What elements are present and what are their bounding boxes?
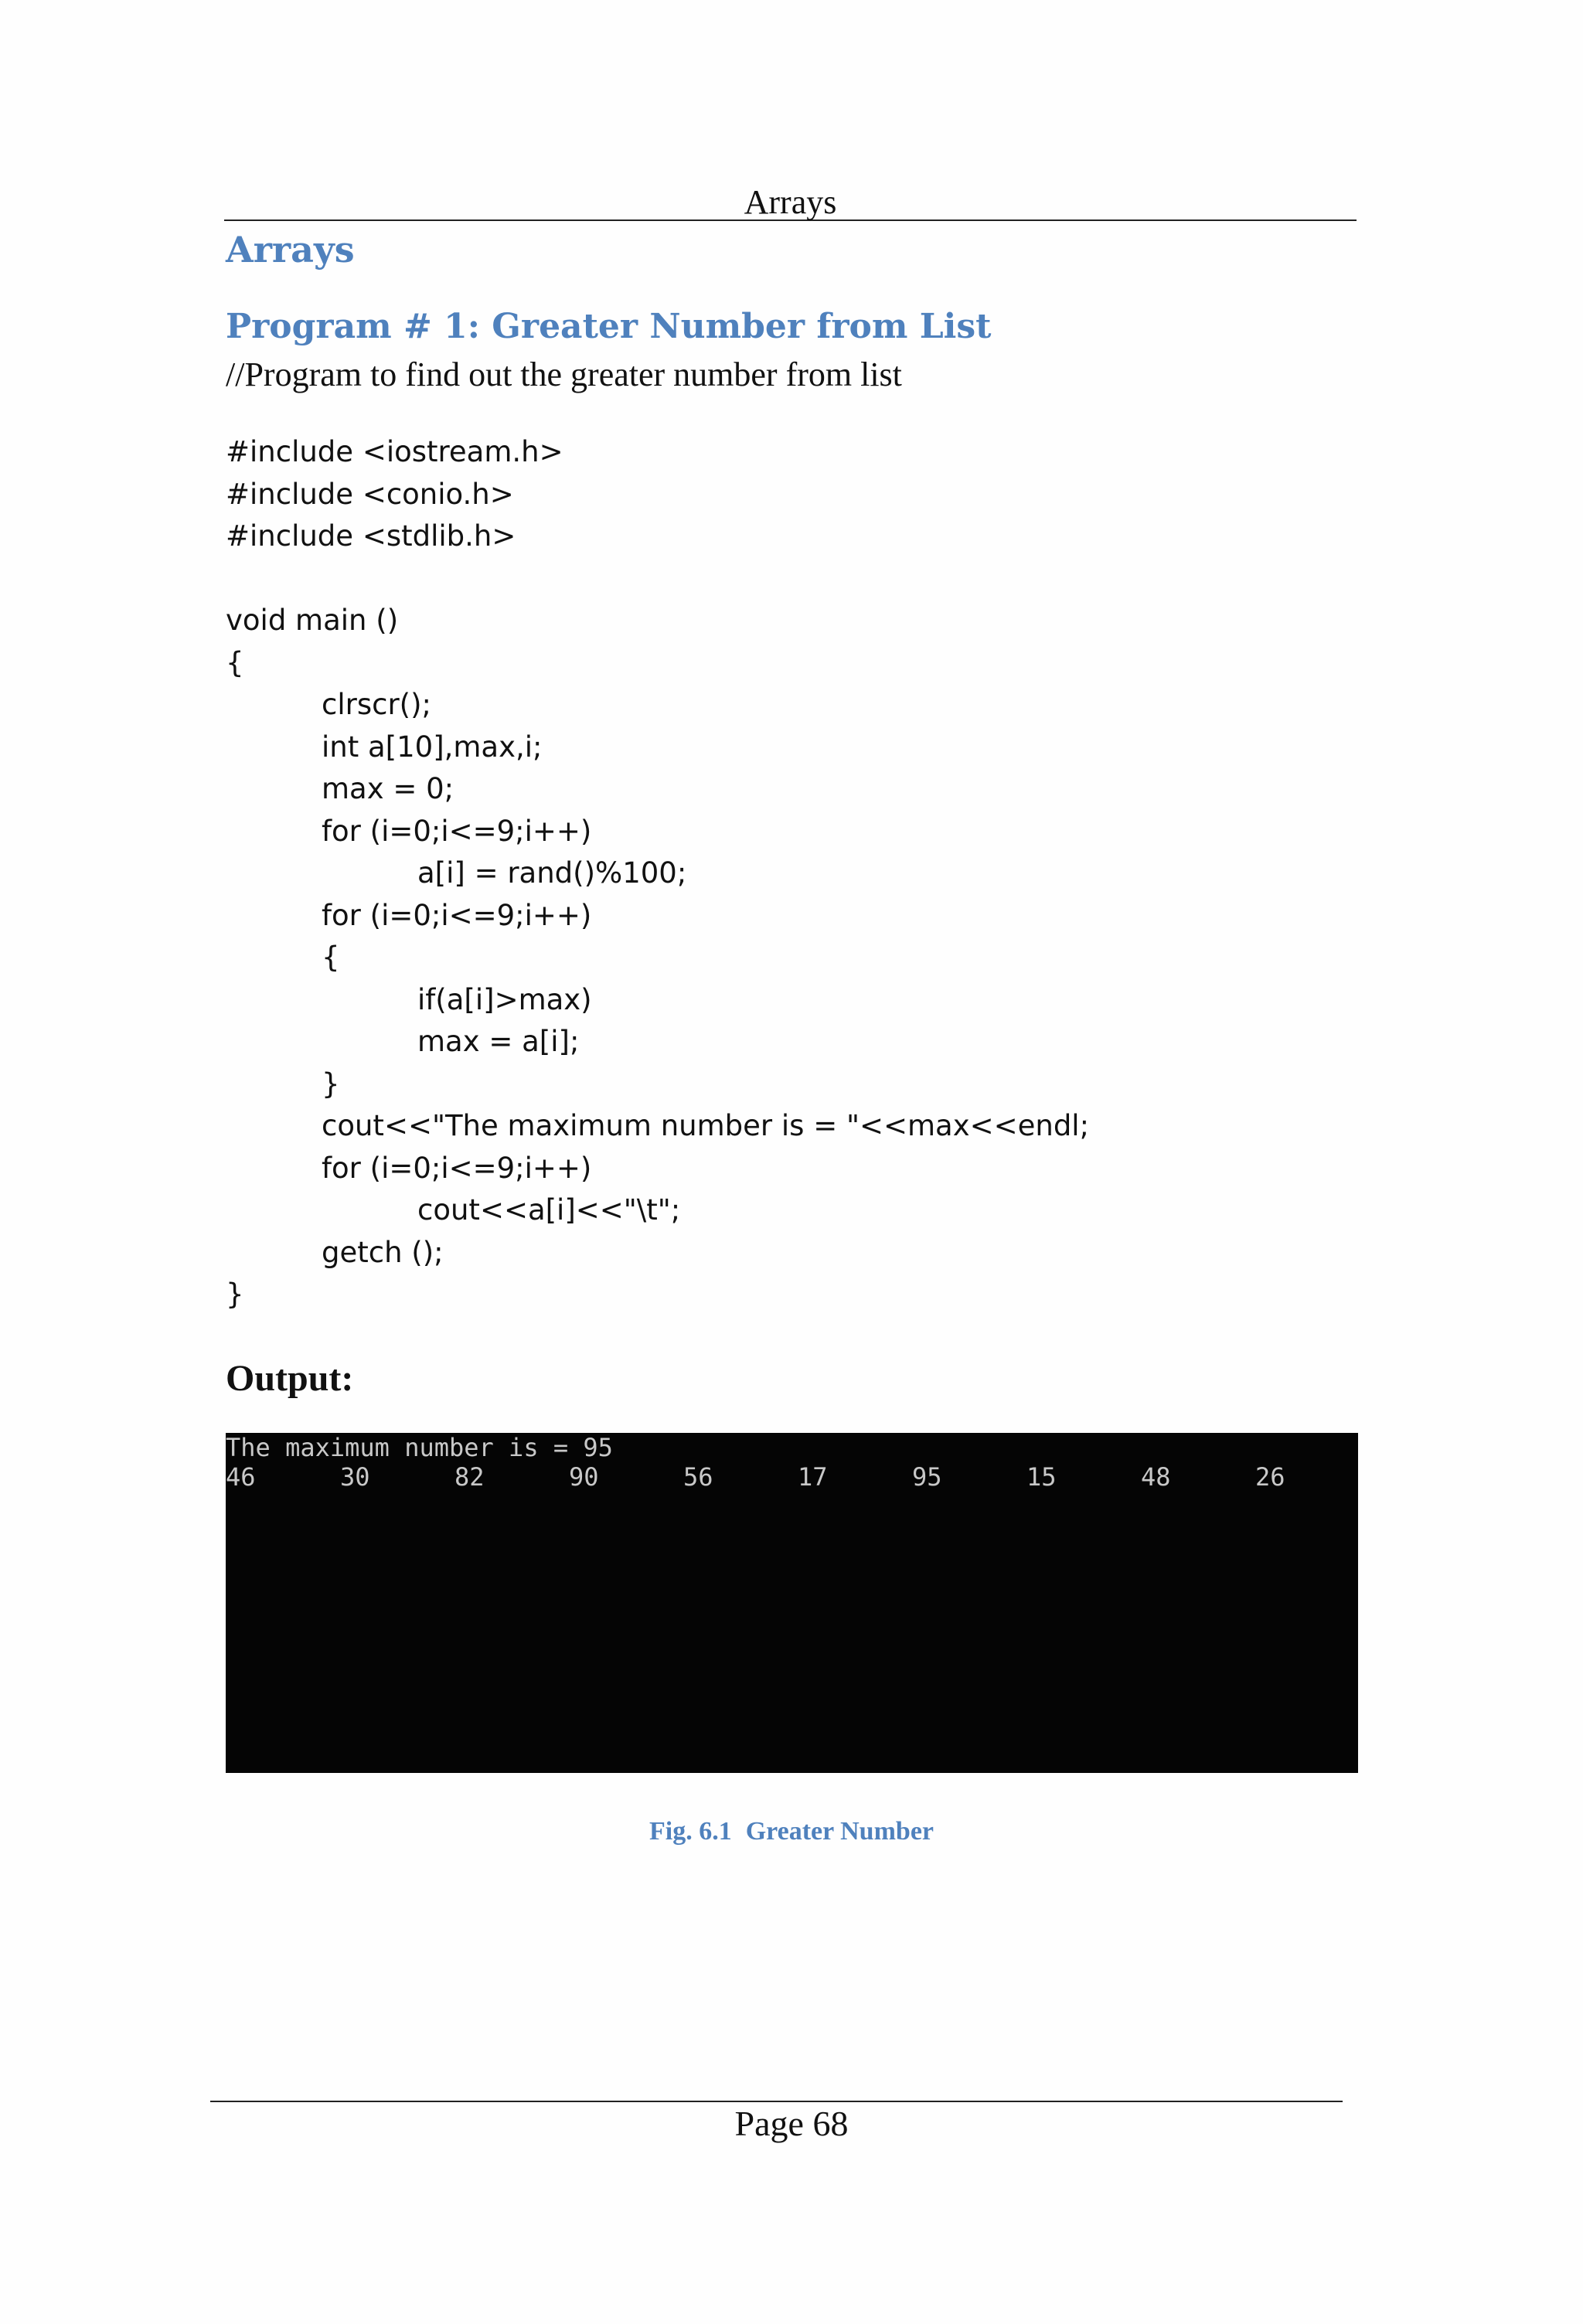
code-line: for (i=0;i<=9;i++) <box>322 898 592 932</box>
code-line: for (i=0;i<=9;i++) <box>322 814 592 848</box>
console-number: 26 <box>1255 1462 1285 1492</box>
code-line: int a[10],max,i; <box>322 730 543 764</box>
code-line: for (i=0;i<=9;i++) <box>322 1151 592 1185</box>
output-label: Output: <box>226 1358 354 1399</box>
program-comment: //Program to find out the greater number from list <box>226 356 902 393</box>
code-line: max = 0; <box>322 772 454 805</box>
code-line: void main () <box>226 604 399 637</box>
figure-caption <box>0 1813 1583 1850</box>
program-title: Program # 1: Greater Number from List <box>226 307 992 346</box>
code-line: } <box>322 1067 340 1101</box>
console-number: 90 <box>569 1462 599 1492</box>
code-line: if(a[i]>max) <box>417 982 592 1016</box>
console-number: 82 <box>454 1462 485 1492</box>
code-line: } <box>226 1278 244 1311</box>
console-number: 30 <box>340 1462 370 1492</box>
code-line: { <box>226 645 244 679</box>
code-line: cout<<"The maximum number is = "<<max<<endl; <box>322 1109 1090 1142</box>
console-number: 15 <box>1026 1462 1057 1492</box>
code-line: #include <stdlib.h> <box>226 519 516 553</box>
running-header <box>224 179 1357 221</box>
code-line: getch (); <box>322 1235 444 1269</box>
console-number: 48 <box>1141 1462 1171 1492</box>
page-number: Page 68 <box>734 2104 849 2143</box>
code-line <box>226 558 1089 601</box>
code-line: #include <iostream.h> <box>226 435 563 468</box>
running-header-title: Arrays <box>744 183 837 221</box>
code-listing <box>226 431 1089 1316</box>
code-line: #include <conio.h> <box>226 477 514 511</box>
console-max-line: The maximum number is = 95 <box>226 1433 613 1462</box>
console-number: 56 <box>683 1462 713 1492</box>
code-line: max = a[i]; <box>417 1025 580 1058</box>
code-line: { <box>322 941 340 974</box>
figure-caption-text: Greater Number <box>745 1817 934 1846</box>
console-output-window <box>226 1433 1358 1773</box>
console-number: 95 <box>912 1462 942 1492</box>
chapter-title: Arrays <box>226 229 355 271</box>
code-line: clrscr(); <box>322 688 432 721</box>
code-line: cout<<a[i]<<"\t"; <box>417 1193 681 1227</box>
console-number: 17 <box>798 1462 828 1492</box>
figure-number: Fig. 6.1 <box>649 1817 732 1846</box>
console-number: 46 <box>226 1462 256 1492</box>
code-line: a[i] = rand()%100; <box>417 856 687 890</box>
